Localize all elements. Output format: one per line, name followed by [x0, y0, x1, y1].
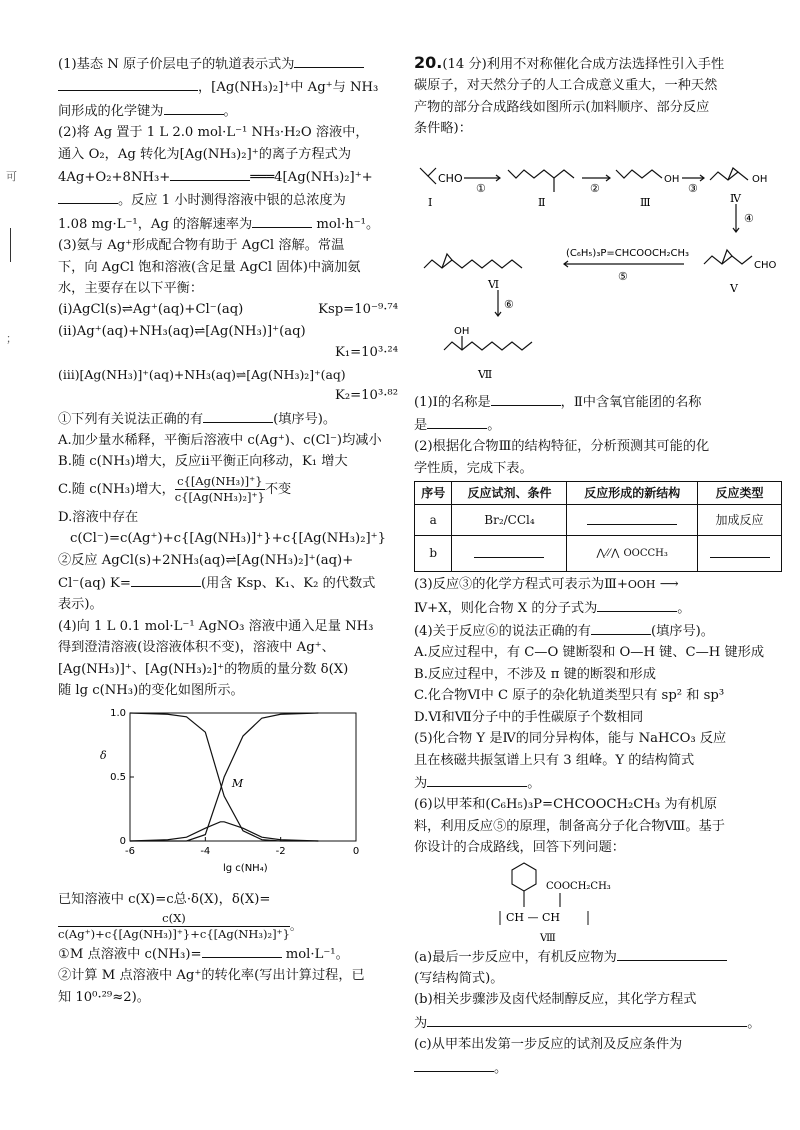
- answer-blank[interactable]: [427, 771, 527, 787]
- text: 。: [677, 600, 691, 616]
- text: 。: [494, 1060, 508, 1076]
- answer-blank[interactable]: [427, 413, 487, 429]
- answer-blank[interactable]: [491, 390, 561, 406]
- constant-ksp: Ksp=10⁻⁹·⁷⁴: [318, 302, 398, 318]
- text: (3)反应③的化学方程式可表示为Ⅲ+: [414, 577, 628, 593]
- text: (14 分)利用不对称催化合成方法选择性引入手性: [442, 57, 725, 72]
- margin-mark: ；: [6, 332, 17, 345]
- right-column: 20.(14 分)利用不对称催化合成方法选择性引入手性 碳原子，对天然分子的人工合成意义重大，一种天然 产物的部分合成路线如图所示(加料顺序、部分反应 条件略)： CHO ① ② ③ ④ ⑤ ⑥ Ⅰ Ⅱ Ⅲ Ⅳ Ⅴ Ⅵ Ⅶ OH OH CHO OH (C₆H₅)₃P=CHCOOCH₂CH₃ (1)Ⅰ的名称是 ，Ⅱ中含氧官能团的名称 是 。 (2)根据化合物Ⅲ的结构特征，分析预测其可能的化 学性质，完成下表。 序号 反应试剂、条件 反应形成的新结构 反应类型 a Br₂/CCl₄ 加成反应 b ⋀⁄⁄⋀ OOCCH₃ (3)反应③的化学方程式可表示为Ⅲ+OOH ⟶ Ⅳ+X，则化合物 X 的分子式为 。 (4)关于反应⑥的说法正确的有 (填序号)。 A.反应过程中，有 C—O 键断裂和 O—H 键、C—H 键形成 B.反应过程中，不涉及 π 键的断裂和形成 C.化合物Ⅵ中 C 原子的杂化轨道类型只有 sp² 和 sp³ D.Ⅵ和Ⅶ分子中的手性碳原子个数相同 (5)化合物 Y 是Ⅳ的同分异构体，能与 NaHCO₃ 反应 且在核磁共振氢谱上只有 3 组峰。Y 的结构简式 为 。 (6)以甲苯和(C₆H₅)₃P=CHCOOCH₂CH₃ 为有机原 料，利用反应⑤的原理，制备高分子化合物Ⅷ。基于 你设计的合成路线，回答下列问题： COOCH₂CH₃ CH — CH Ⅷ (a)最后一步反应中，有机反应物为 (写结构简式)。 (b)相关步骤涉及卤代烃制醇反应，其化学方程式 为 。 (c)从甲苯出发第一步反应的试剂及反应条件为 。: [414, 52, 784, 1079]
- answer-cell[interactable]: [698, 536, 782, 572]
- text: ②反应 AgCl(s)+2NH₃(aq)⇌[Ag(NH₃)₂]⁺(aq)+: [58, 552, 354, 568]
- text: 料，利用反应⑤的原理，制备高分子化合物Ⅷ。基于: [414, 818, 725, 834]
- left-column: [58, 52, 398, 1008]
- label-oh: OH: [454, 325, 470, 337]
- structure-ii: [508, 170, 574, 178]
- polymer-chain: CH — CH: [506, 910, 561, 924]
- option-d: D.溶液中存在 c(Cl⁻)=c(Ag⁺)+c{[Ag(NH₃)]⁺}+c{[Ag(NH₃)₂]⁺}: [58, 509, 386, 547]
- text: 已知溶液中 c(X)=c总·δ(X)，δ(X)=: [58, 892, 271, 908]
- text: (填序号)。: [650, 624, 714, 640]
- answer-blank[interactable]: [252, 212, 312, 228]
- text: 为: [414, 775, 428, 791]
- question-number: 20.: [414, 53, 443, 72]
- structure-iii: [616, 170, 662, 178]
- ester-group: COOCH₂CH₃: [546, 880, 611, 892]
- text: 知 10⁰·²⁹≈2)。: [58, 989, 150, 1005]
- text: 学性质，完成下表。: [414, 460, 533, 476]
- text: ①下列有关说法正确的有: [58, 411, 204, 427]
- step-3: ③: [688, 181, 698, 195]
- answer-cell[interactable]: [452, 536, 567, 572]
- text: Ⅳ+X，则化合物 X 的分子式为: [414, 600, 598, 616]
- y-axis-label: δ: [100, 749, 107, 763]
- answer-blank[interactable]: [164, 99, 224, 115]
- label-compound-4: Ⅳ: [730, 191, 741, 205]
- polymer-svg: [484, 859, 684, 945]
- text: 4Ag+O₂+8NH₃+: [58, 170, 171, 186]
- x-tick-label: 0: [352, 846, 360, 858]
- text: (3)氨与 Ag⁺形成配合物有助于 AgCl 溶解。常温: [58, 238, 345, 254]
- text: 且在核磁共振氢谱上只有 3 组峰。Y 的结构简式: [414, 752, 695, 768]
- text: (c)从甲苯出发第一步反应的试剂及反应条件为: [414, 1037, 683, 1053]
- x-tick-label: -4: [200, 846, 211, 858]
- label-compound-2: Ⅱ: [538, 195, 546, 209]
- reagent-label: (C₆H₅)₃P=CHCOOCH₂CH₃: [566, 247, 689, 259]
- bond: [428, 176, 436, 184]
- text: 碳原子，对天然分子的人工合成意义重大，一种天然: [414, 78, 718, 94]
- label-oh: OH: [664, 173, 680, 185]
- step-6: ⑥: [504, 297, 514, 311]
- text: 不变: [264, 481, 292, 497]
- answer-cell[interactable]: [567, 505, 698, 536]
- label-compound-6: Ⅵ: [488, 277, 500, 291]
- option-c: C.随 c(NH₃)增大，: [58, 481, 175, 497]
- benzene-ring: [512, 863, 536, 891]
- option-a: A.加少量水稀释，平衡后溶液中 c(Ag⁺)、c(Cl⁻)均减小: [58, 432, 382, 448]
- text: Cl⁻(aq) K=: [58, 575, 131, 591]
- step-2: ②: [590, 181, 600, 195]
- text: 随 lg c(NH₃)的变化如图所示。: [58, 682, 244, 698]
- table-header: 序号 反应试剂、条件 反应形成的新结构 反应类型: [415, 482, 782, 505]
- label-cho: CHO: [754, 259, 777, 271]
- answer-blank[interactable]: [58, 188, 118, 204]
- option-b: B.反应过程中，不涉及 π 键的断裂和形成: [414, 666, 656, 682]
- text: 产物的部分合成路线如图所示(加料顺序、部分反应: [414, 99, 710, 115]
- text: (4)关于反应⑥的说法正确的有: [414, 624, 591, 640]
- answer-blank[interactable]: [617, 945, 727, 961]
- text: (写结构简式)。: [414, 970, 504, 986]
- y-tick-label: 0.5: [110, 772, 126, 784]
- polymer-viii: [414, 859, 784, 945]
- text: 。: [527, 775, 541, 791]
- property-table: [414, 481, 782, 572]
- text: 。: [487, 418, 501, 434]
- equilibrium-2: (ⅱ)Ag⁺(aq)+NH₃(aq)⇌[Ag(NH₃)]⁺(aq): [58, 323, 306, 339]
- structure-i: [420, 168, 436, 176]
- answer-blank[interactable]: [131, 571, 201, 587]
- chart-svg: [88, 705, 388, 885]
- text: (b)相关步骤涉及卤代烃制醇反应，其化学方程式: [414, 992, 697, 1008]
- table-row: b ⋀⁄⁄⋀ OOCCH₃: [415, 536, 782, 572]
- text: (5)化合物 Y 是Ⅳ的同分异构体，能与 NaHCO₃ 反应: [414, 731, 727, 747]
- text: 得到澄清溶液(设溶液体积不变)，溶液中 Ag⁺、: [58, 640, 335, 656]
- structure-vii: [444, 342, 532, 350]
- structure-cell: ⋀⁄⁄⋀ OOCCH₃: [567, 536, 698, 572]
- y-tick-label: 0: [119, 836, 126, 848]
- delta-chart: [88, 705, 388, 885]
- text: (a)最后一步反应中，有机反应物为: [414, 949, 617, 965]
- answer-blank[interactable]: [591, 619, 651, 635]
- x-tick-label: -2: [275, 846, 286, 858]
- table-row: a Br₂/CCl₄ 加成反应: [415, 505, 782, 536]
- text: 1.08 mg·L⁻¹，Ag 的溶解速率为: [58, 216, 253, 232]
- answer-blank[interactable]: [58, 75, 198, 91]
- option-b: B.随 c(NH₃)增大，反应ⅱ平衡正向移动，K₁ 增大: [58, 454, 348, 470]
- constant-k2: K₂=10³·⁸²: [334, 388, 398, 404]
- label-cho: CHO: [438, 171, 463, 185]
- option-c: C.化合物Ⅵ中 C 原子的杂化轨道类型只有 sp² 和 sp³: [414, 688, 725, 704]
- synthesis-scheme: [414, 140, 784, 390]
- text: mol·h⁻¹。: [316, 216, 380, 232]
- step-4: ④: [744, 211, 754, 225]
- text: 通入 O₂，Ag 转化为[Ag(NH₃)₂]⁺的离子方程式为: [58, 146, 352, 162]
- label-oh: OH: [752, 173, 768, 185]
- text: (1)Ⅰ的名称是: [414, 394, 491, 410]
- tbhp-label: OOH: [627, 578, 656, 592]
- equilibrium-3: (ⅲ)[Ag(NH₃)]⁺(aq)+NH₃(aq)⇌[Ag(NH₃)₂]⁺(aq): [58, 366, 346, 382]
- step-1: ①: [476, 181, 486, 195]
- point-m-label: M: [231, 777, 244, 791]
- text: (1)基态 N 原子价层电子的轨道表示式为: [58, 57, 295, 72]
- text: (4)向 1 L 0.1 mol·L⁻¹ AgNO₃ 溶液中通入足量 NH₃: [58, 618, 374, 634]
- label-compound-3: Ⅲ: [640, 195, 651, 209]
- text: 下，向 AgCl 饱和溶液(含足量 AgCl 固体)中滴加氨: [58, 259, 361, 275]
- option-d: D.Ⅵ和Ⅶ分子中的手性碳原子个数相同: [414, 709, 644, 725]
- structure-v: [704, 256, 752, 264]
- text: (用含 Ksp、K₁、K₂ 的代数式: [200, 575, 376, 591]
- label-compound-5: Ⅴ: [730, 281, 738, 295]
- answer-blank[interactable]: [414, 1056, 494, 1072]
- y-tick-label: 1.0: [110, 708, 126, 720]
- text: (2)根据化合物Ⅲ的结构特征，分析预测其可能的化: [414, 439, 710, 455]
- text: 条件略)：: [414, 121, 472, 137]
- text: 你设计的合成路线，回答下列问题：: [414, 840, 625, 856]
- structure-vi: [424, 260, 522, 268]
- text: 表示)。: [58, 597, 103, 613]
- label-compound-1: Ⅰ: [428, 195, 433, 209]
- text: 。: [289, 918, 302, 933]
- x-tick-label: -6: [125, 846, 135, 858]
- text: (2)将 Ag 置于 1 L 2.0 mol·L⁻¹ NH₃·H₂O 溶液中，: [58, 125, 369, 141]
- answer-blank[interactable]: [427, 1011, 747, 1027]
- text: mol·L⁻¹。: [285, 946, 349, 962]
- text: (6)以甲苯和(C₆H₅)₃P=CHCOOCH₂CH₃ 为有机原: [414, 797, 718, 813]
- label-compound-8: Ⅷ: [540, 932, 556, 944]
- step-5: ⑤: [618, 269, 628, 283]
- equilibrium-1: (ⅰ)AgCl(s)⇌Ag⁺(aq)+Cl⁻(aq): [58, 302, 244, 318]
- option-a: A.反应过程中，有 C—O 键断裂和 O—H 键、C—H 键形成: [414, 645, 765, 661]
- text: ═══4[Ag(NH₃)₂]⁺+: [250, 170, 373, 186]
- text: 。: [747, 1015, 761, 1031]
- series-line-1: [130, 822, 318, 841]
- text: ，[Ag(NH₃)₂]⁺中 Ag⁺与 NH₃: [198, 80, 379, 96]
- scheme-svg: [414, 140, 784, 390]
- text: ②计算 M 点溶液中 Ag⁺的转化率(写出计算过程，已: [58, 968, 365, 984]
- fraction: $\frac{\text{c\{[Ag(NH₃)]⁺\}}}{\text{c\{[Ag(NH₃)₂]⁺\}}}$: [174, 473, 265, 504]
- answer-blank[interactable]: [203, 407, 273, 423]
- margin-line: [10, 228, 11, 262]
- margin-mark: 可: [6, 170, 17, 183]
- text: [Ag(NH₃)]⁺、[Ag(NH₃)₂]⁺的物质的量分数 δ(X): [58, 661, 349, 677]
- text: 水，主要存在以下平衡：: [58, 281, 204, 297]
- answer-blank[interactable]: [202, 942, 282, 958]
- text: 为: [414, 1015, 428, 1031]
- text: 。: [223, 103, 237, 119]
- answer-blank[interactable]: [170, 165, 250, 181]
- constant-k1: K₁=10³·²⁴: [334, 345, 398, 361]
- text: 间形成的化学键为: [58, 103, 164, 119]
- text: 。反应 1 小时测得溶液中银的总浓度为: [118, 193, 346, 209]
- text: (填序号)。: [273, 411, 337, 427]
- text: ，Ⅱ中含氧官能团的名称: [560, 394, 702, 410]
- text: 是: [414, 418, 428, 434]
- label-compound-7: Ⅶ: [478, 367, 493, 381]
- delta-fraction: $\frac{c(X)}{\text{c(Ag⁺)+c\{[Ag(NH₃)]⁺\}+c\{[Ag(NH₃)₂]⁺\}}}$: [58, 910, 290, 941]
- answer-blank[interactable]: [597, 596, 677, 612]
- text: ①M 点溶液中 c(NH₃)=: [58, 946, 202, 962]
- answer-blank[interactable]: [294, 52, 364, 68]
- x-axis-label: lg c(NH₄): [223, 863, 268, 875]
